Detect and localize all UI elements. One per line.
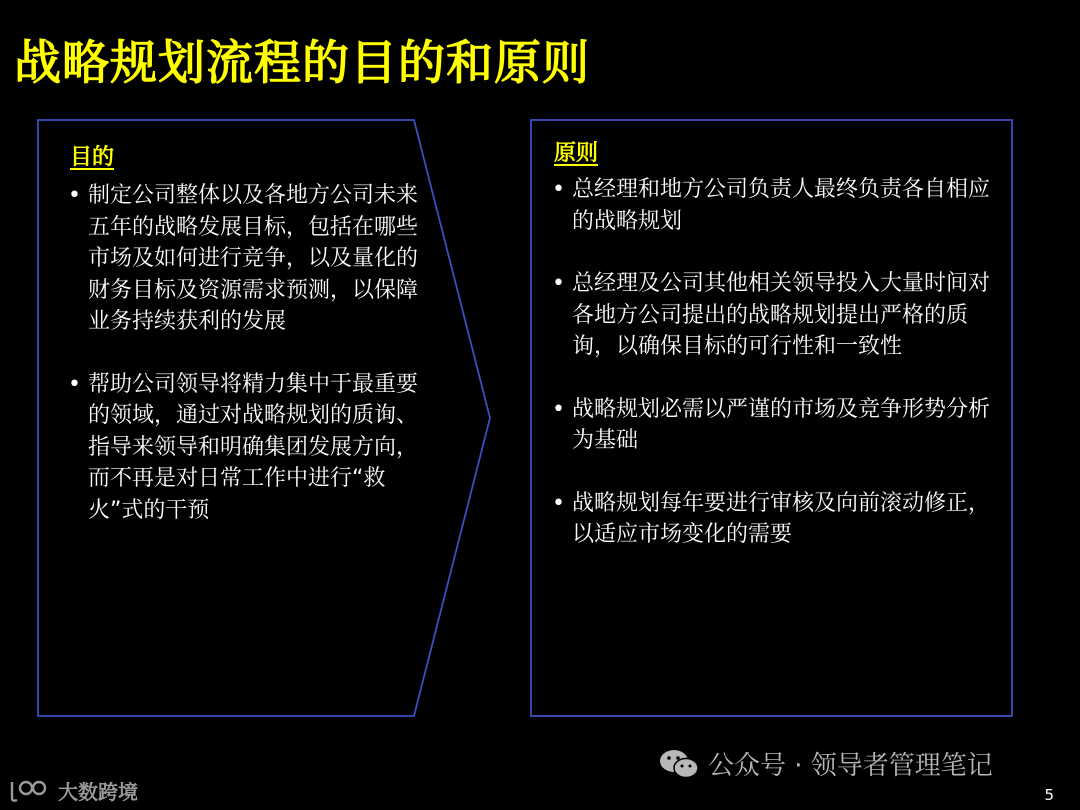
principles-heading: 原则 bbox=[554, 141, 599, 166]
purpose-bullet-text: 制定公司整体以及各地方公司未来五年的战略发展目标，包括在哪些市场及如何进行竞争，以及量化的财务目标及资源需求预测，以保障业务持续获利的发展 bbox=[88, 183, 419, 334]
bullet-dot-icon: • bbox=[552, 271, 565, 296]
bullet-dot-icon: • bbox=[552, 177, 565, 202]
watermark-text: 公众号 · 领导者管理笔记 bbox=[708, 751, 993, 781]
bullet-dot-icon: • bbox=[68, 371, 81, 397]
purpose-bullet bbox=[68, 369, 418, 527]
purpose-bullet-list bbox=[68, 180, 418, 557]
brand-logo-icon bbox=[8, 778, 52, 804]
principles-bullet-text: 总经理及公司其他相关领导投入大量时间对各地方公司提出的战略规划提出严格的质询，以确保目标的可行性和一致性 bbox=[572, 271, 991, 359]
purpose-heading: 目的 bbox=[70, 145, 115, 170]
principles-bullet bbox=[552, 394, 992, 457]
page-number: 5 bbox=[1044, 786, 1054, 804]
brand bbox=[8, 776, 138, 805]
wechat-icon bbox=[658, 747, 700, 781]
purpose-bullet-text: 帮助公司领导将精力集中于最重要的领域，通过对战略规划的质询、指导来领导和明确集团发展方向，而不再是对日常工作中进行“救火”式的干预 bbox=[88, 371, 419, 523]
bullet-dot-icon: • bbox=[68, 183, 81, 208]
principles-bullet-text: 战略规划必需以严谨的市场及竞争形势分析为基础 bbox=[572, 396, 991, 453]
slide-title: 战略规划流程的目的和原则 bbox=[14, 36, 590, 91]
purpose-bullet bbox=[68, 180, 418, 338]
brand-text: 大数跨境 bbox=[58, 780, 138, 804]
bullet-dot-icon: • bbox=[552, 490, 565, 516]
principles-bullet bbox=[552, 268, 992, 363]
watermark bbox=[658, 745, 993, 782]
principles-bullet bbox=[552, 488, 992, 551]
principles-bullet bbox=[552, 174, 992, 237]
principles-bullet-text: 总经理和地方公司负责人最终负责各自相应的战略规划 bbox=[572, 177, 991, 234]
principles-bullet-text: 战略规划每年要进行审核及向前滚动修正，以适应市场变化的需要 bbox=[572, 490, 991, 547]
principles-bullet-list bbox=[552, 174, 992, 582]
bullet-dot-icon: • bbox=[552, 396, 565, 422]
